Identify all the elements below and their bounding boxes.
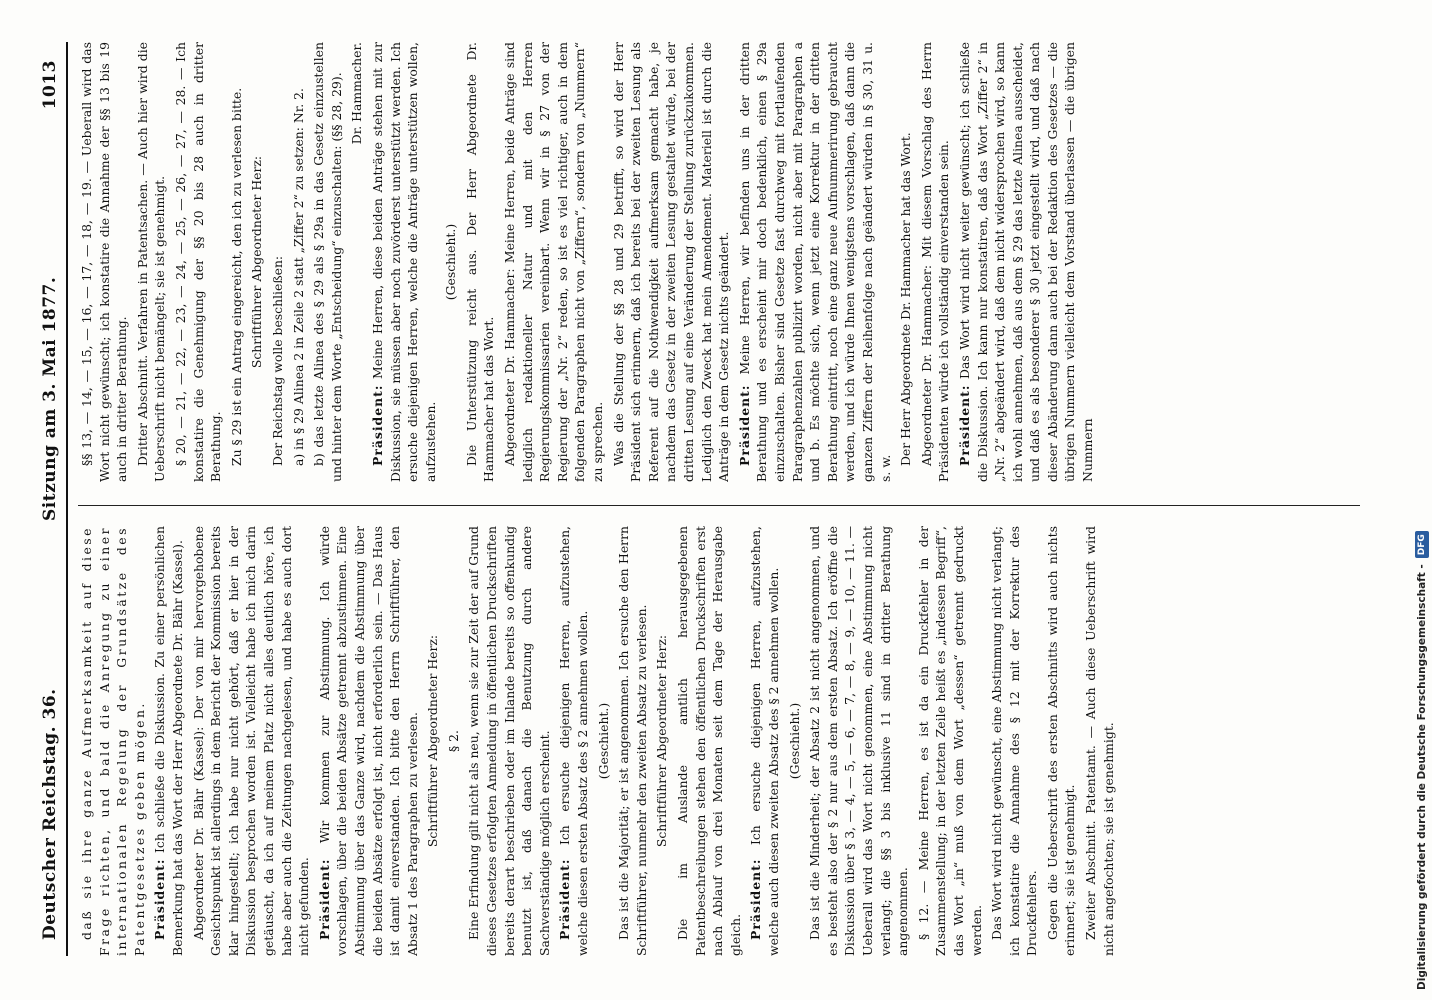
paragraph-text: daß sie ihre ganze Aufmerksamkeit auf diese Frage richten, und bald die Anregung zu einer internationalen Regelung der Grundsätze des Patentgesetzes geben mögen.	[79, 526, 147, 956]
left-column-paragraph	[615, 526, 650, 956]
left-column-paragraph	[1082, 526, 1117, 956]
paragraph-text: Zweiter Abschnitt. Patentamt. — Auch diese Ueberschrift wird nicht angefochten; sie ist genehmigt.	[1083, 526, 1116, 956]
paragraph-text: Meine Herren, wir befinden uns in der dritten Berathung und es erscheint mir doch bedenklich, einen § 29a einzuschalten. Bisher sind Gesetze fast durchweg mit fortlaufenden Paragraphenzahlen publizirt worden, nicht aber mit Paragraphen a und b. Es möchte sich, wenn jetzt eine Korrektur in der dritten Berathung eintritt, noch eine ganz neue Aufnummerirung gebraucht werden, und ich würde Ihnen wenigstens vorschlagen, daß dann die ganzen Ziffern der Reihenfolge nach geändert würden in § 30, 31 u. s. w.	[736, 42, 893, 482]
running-header	[34, 60, 60, 940]
paragraph-text: Die im Auslande amtlich herausgegebenen Patentbeschreibungen stehen den öffentlichen Druckschriften erst nach Ablauf von drei Monaten seit dem Tage der Herausgabe gleich.	[675, 526, 743, 956]
right-column-paragraph	[134, 42, 169, 482]
right-column-paragraph	[290, 42, 308, 482]
left-column-paragraph	[806, 526, 912, 956]
speaker-label: Präsident:	[736, 384, 752, 466]
right-text-column	[78, 42, 1360, 482]
paragraph-text: Meine Herren, diese beiden Anträge stehen mit zur Diskussion, sie müssen aber noch zuvörderst unterstützt werden. Ich ersuche diejenigen Herren, welche die Anträge unterstützen wollen, aufzustehen.	[369, 42, 438, 482]
right-column-paragraph	[918, 42, 953, 482]
paragraph-text: a) in § 29 Alinea 2 in Zeile 2 statt „Ziffer 2“ zu setzen: Nr. 2.	[290, 88, 306, 466]
paragraph-text: Schriftführer Abgeordneter Herz:	[654, 634, 670, 848]
paragraph-text: (Geschieht.)	[786, 702, 802, 780]
paragraph-text: Dritter Abschnitt. Verfahren in Patentsachen. — Auch hier wird die Ueberschrift nicht bemängelt; sie ist genehmigt.	[134, 42, 168, 482]
left-column-paragraph	[424, 526, 442, 956]
paragraph-text: Ich schließe die Diskussion. Zu einer persönlichen Bemerkung hat das Wort der Herr Abgeordnete Dr. Bähr (Kassel).	[152, 526, 185, 956]
column-divider	[78, 505, 1360, 506]
right-column-paragraph	[78, 42, 131, 482]
right-column-paragraph	[956, 42, 1097, 482]
right-column-paragraph	[442, 42, 460, 482]
paragraph-text: Abgeordneter Dr. Hammacher: Meine Herren, beide Anträge sind lediglich redaktioneller Natur und mit den Herren Regierungskommissarien vereinbart. Wenn wir in § 27 von der Regierung der „Nr. 2“ reden, so ist es viel richtiger, auch in dem folgenden Paragraphen nicht von „Ziffern“, sondern von „Nummern“ zu sprechen.	[502, 42, 606, 482]
paragraph-text: Wir kommen zur Abstimmung. Ich würde vorschlagen, über die beiden Absätze getrennt abzustimmen. Eine Abstimmung über das Ganze wird, nachdem die Abstimmung über die beiden Absätze erfolgt ist, nicht erforderlich sein. — Das Haus ist damit einverstanden. Ich bitte den Herrn Schriftführer, den Absatz 1 des Paragraphen zu verlesen.	[316, 526, 420, 956]
header-left: Deutscher Reichstag. 36.	[40, 688, 60, 940]
paragraph-text: Der Herr Abgeordnete Dr. Hammacher hat das Wort.	[898, 132, 914, 466]
paragraph-text: Was die Stellung der §§ 28 und 29 betrifft, so wird der Herr Präsident sich erinnern, daß ich bereits bei der zweiten Lesung als Referent auf die Nothwendigkeit aufmerksam gemacht habe, je nachdem das Gesetz in der zweiten Lesung gestaltet würde, bei der dritten Lesung auf eine Veränderung der Stellung zurückzukommen. Lediglich den Zweck hat mein Amendement. Materiell ist durch die Anträge in dem Gesetz nichts geändert.	[610, 42, 732, 482]
paragraph-text: Dr. Hammacher.	[349, 42, 365, 145]
left-column-paragraph	[190, 526, 313, 956]
right-column-paragraph	[228, 42, 246, 482]
credit-text: Digitalisierung gefördert durch die Deutsche Forschungsgemeinschaft -	[1416, 564, 1428, 990]
paragraph-text: Abgeordneter Dr. Bähr (Kassel): Der von mir hervorgehobene Gesichtspunkt ist allerdings in dem Bericht der Kommission bereits klar hingestellt; ich habe nur nicht gehört, daß er hier in der Diskussion besprochen worden ist. Vielleicht habe ich mich darin getäuscht, da ich auf meinem Platz nicht alles deutlich höre, ich habe aber auch die Zeitungen nachgelesen, und habe es auch dort nicht gefunden.	[190, 526, 312, 956]
dfg-logo: DFG	[1415, 531, 1429, 558]
right-column-paragraph	[248, 42, 266, 482]
paragraph-text: Das ist die Majorität; er ist angenommen. Ich ersuche den Herrn Schriftführer, nunmehr den zweiten Absatz zu verlesen.	[616, 526, 649, 956]
paragraph-text: Das Wort wird nicht gewünscht, eine Abstimmung nicht verlangt; ich konstatire die Annahme des § 12 mit der Korrektur des Druckfehlers.	[989, 526, 1040, 956]
paragraph-text: Das Wort wird nicht weiter gewünscht; ich schließe die Diskussion. Ich kann nur konstatiren, daß das Wort „Ziffer 2“ in „Nr. 2“ abgeändert wird, daß dem nicht widersprochen wird, so kann ich wohl annehmen, daß aus dem § 29 das letzte Alinea ausscheidet, und daß es als besonderer § 30 jetzt eingestellt wird, und daß nach dieser Abänderung dann auch bei der Redaktion des Gesetzes — die übrigen Nummern vielleicht dem Vorstand überlassen — die übrigen Nummern	[956, 42, 1096, 482]
left-column-paragraph	[915, 526, 985, 956]
paragraph-text: § 2.	[445, 730, 461, 752]
paragraph-text: (Geschieht.)	[443, 223, 459, 301]
left-column-paragraph	[556, 526, 591, 956]
right-column-paragraph	[269, 42, 287, 482]
left-column-paragraph	[595, 526, 613, 956]
right-column-paragraph	[369, 42, 439, 482]
left-column-paragraph	[445, 526, 463, 956]
paragraph-text: Gegen die Ueberschrift des ersten Abschnitts wird auch nichts erinnert; sie ist genehmigt.	[1044, 526, 1078, 956]
left-column-paragraph	[747, 526, 782, 956]
left-column-paragraph	[151, 526, 186, 956]
paragraph-text: b) das letzte Alinea des § 29 als § 29a in das Gesetz einzustellen und hinter dem Worte „Entscheidung“ einzuschalten: (§§ 28, 29).	[311, 42, 344, 482]
left-column-paragraph	[786, 526, 804, 956]
speaker-label: Präsident:	[557, 858, 573, 940]
left-column-paragraph	[465, 526, 553, 956]
paragraph-text: Ich ersuche diejenigen Herren, aufzustehen, welche diesen ersten Absatz des § 2 annehmen wollen.	[557, 526, 591, 956]
right-column-paragraph	[463, 42, 498, 482]
paragraph-text: Schriftführer Abgeordneter Herz:	[425, 634, 441, 848]
speaker-label: Präsident:	[152, 858, 168, 940]
paragraph-text: Die Unterstützung reicht aus. Der Herr Abgeordnete Dr. Hammacher hat das Wort.	[463, 42, 497, 482]
right-column-paragraph	[172, 42, 225, 482]
right-column-paragraph	[736, 42, 894, 482]
paragraph-text: § 12. — Meine Herren, es ist da ein Druckfehler in der Zusammenstellung; in der letzten Zeile heißt es „indessen Begriff“, das Wort „in“ muß von dem Wort „dessen“ getrennt gedruckt werden.	[915, 526, 984, 956]
left-column-paragraph	[316, 526, 422, 956]
left-column-paragraph	[78, 526, 148, 956]
paragraph-text: Zu § 29 ist ein Antrag eingereicht, den ich zu verlesen bitte.	[228, 87, 244, 466]
speaker-label: Präsident:	[316, 858, 332, 940]
left-text-column	[78, 526, 1360, 956]
paragraph-text: Das ist die Minderheit; der Absatz 2 ist nicht angenommen, und es besteht also der § 2 nur aus dem ersten Absatz. Ich eröffne die Diskussion über § 3, — 4, — 5, — 6, — 7, — 8, — 9, — 10, — 11. — Ueberall wird das Wort nicht genommen, eine Abstimmung nicht verlangt; die §§ 3 bis inklusive 11 sind in dritter Berathung angenommen.	[807, 526, 911, 956]
page-number: 1013	[40, 60, 60, 110]
paragraph-text: Eine Erfindung gilt nicht als neu, wenn sie zur Zeit der auf Grund dieses Gesetzes erfolgten Anmeldung in öffentlichen Druckschriften bereits derart beschrieben oder im Inlande bereits so offenkundig benutzt ist, daß danach die Benutzung durch andere Sachverständige möglich erscheint.	[466, 526, 552, 956]
paragraph-text: §§ 13, — 14, — 15, — 16, — 17, — 18, — 19. — Ueberall wird das Wort nicht gewünscht; ich konstatire die Annahme der §§ 13 bis 19 auch in dritter Berathung.	[79, 42, 130, 482]
paragraph-text: (Geschieht.)	[595, 702, 611, 780]
paragraph-text: Schriftführer Abgeordneter Herz:	[249, 155, 265, 369]
paragraph-text: Der Reichstag wolle beschließen:	[269, 255, 285, 466]
header-session: Sitzung am 3. Mai 1877.	[40, 276, 60, 522]
speaker-label: Präsident:	[956, 384, 972, 466]
right-column-paragraph	[310, 42, 345, 482]
right-column-paragraph	[348, 42, 366, 482]
right-column-paragraph	[501, 42, 607, 482]
left-column-paragraph	[988, 526, 1041, 956]
left-column-paragraph	[1044, 526, 1079, 956]
speaker-label: Präsident:	[748, 858, 764, 940]
paragraph-text: Ich ersuche diejenigen Herren, aufzustehen, welche auch diesen zweiten Absatz des § 2 annehmen wollen.	[748, 526, 781, 956]
header-rule	[66, 42, 68, 956]
speaker-label: Präsident:	[369, 384, 385, 466]
right-column-paragraph	[897, 42, 915, 482]
left-column-paragraph	[674, 526, 744, 956]
paragraph-text: § 20, — 21, — 22, — 23, — 24, — 25, — 26, — 27, — 28. — Ich konstatire die Genehmigung der §§ 20 bis 28 auch in dritter Berathung.	[172, 42, 224, 482]
left-column-paragraph	[653, 526, 671, 956]
paragraph-text: Abgeordneter Dr. Hammacher: Mit diesem Vorschlag des Herrn Präsidenten würde ich vollständig einverstanden sein.	[918, 42, 952, 482]
digitization-credit	[1414, 10, 1430, 990]
right-column-paragraph	[610, 42, 733, 482]
